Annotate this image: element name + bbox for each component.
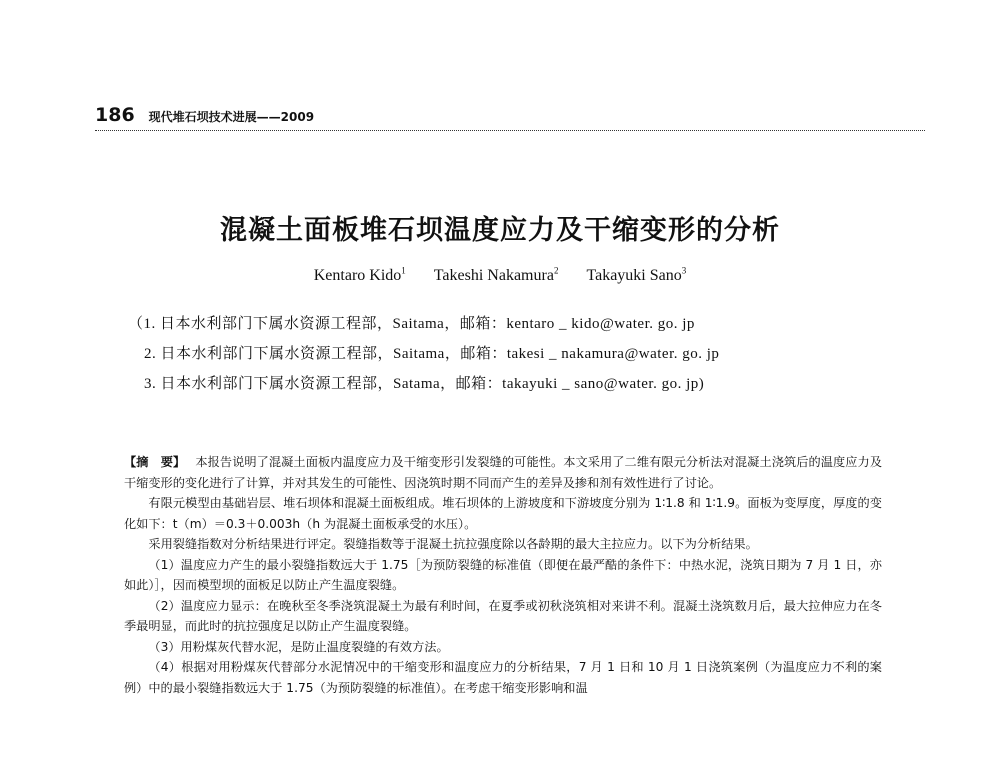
- abstract-text: 本报告说明了混凝土面板内温度应力及干缩变形引发裂缝的可能性。本文采用了二维有限元分析法对混凝土浇筑后的温度应力及干缩变形的变化进行了计算，并对其发生的可能性、因浇筑时期不同而产生的差异及掺和剂有效性进行了讨论。: [124, 455, 883, 490]
- paragraph: （1）温度应力产生的最小裂缝指数远大于 1.75［为预防裂缝的标准值（即便在最严酷的条件下：中热水泥，浇筑日期为 7 月 1 日，亦如此）］，因而模型坝的面板足以防止产生温度裂缝。: [124, 557, 882, 592]
- affiliation-3: 3. 日本水利部门下属水资源工程部，Satama，邮箱：takayuki _ sano@water. go. jp): [144, 376, 705, 392]
- paragraph: （3）用粉煤灰代替水泥，是防止温度裂缝的有效方法。: [148, 639, 449, 654]
- running-header: [95, 104, 925, 126]
- page-number: 186: [95, 104, 135, 126]
- paragraph: （4）根据对用粉煤灰代替部分水泥情况中的干缩变形和温度应力的分析结果，7 月 1 日和 10 月 1 日浇筑案例（为温度应力不利的案例）中的最小裂缝指数远大于 1.75（为预防裂缝的标准值）。在考虑干缩变形影响和温: [124, 660, 882, 695]
- paragraph: 有限元模型由基础岩层、堆石坝体和混凝土面板组成。堆石坝体的上游坡度和下游坡度分别为 1∶1.8 和 1∶1.9。面板为变厚度，厚度的变化如下：t（m）＝0.3＋0.003h（h 为混凝土面板承受的水压）。: [124, 496, 882, 531]
- header-rule: [95, 130, 925, 131]
- journal-title: 现代堆石坝技术进展——2009: [148, 110, 315, 124]
- affiliation-1: （1. 日本水利部门下属水资源工程部，Saitama，邮箱：kentaro _ kido@water. go. jp: [128, 316, 695, 332]
- paragraph: （2）温度应力显示：在晚秋至冬季浇筑混凝土为最有利时间，在夏季或初秋浇筑相对来讲不利。混凝土浇筑数月后，最大拉伸应力在冬季最明显，而此时的抗拉强度足以防止产生温度裂缝。: [124, 598, 882, 633]
- paper-body: [124, 452, 882, 698]
- author: Kentaro Kido$^1$: [313, 266, 406, 285]
- abstract: [124, 452, 882, 493]
- author: Takeshi Nakamura$^2$: [433, 266, 559, 285]
- paragraph: 采用裂缝指数对分析结果进行评定。裂缝指数等于混凝土抗拉强度除以各龄期的最大主拉应力。以下为分析结果。: [148, 537, 758, 551]
- affiliation-2: 2. 日本水利部门下属水资源工程部，Saitama，邮箱：takesi _ nakamura@water. go. jp: [144, 346, 720, 362]
- author-list: [0, 266, 1000, 285]
- paper-title: 混凝土面板堆石坝温度应力及干缩变形的分析: [220, 215, 780, 246]
- abstract-label: 【摘 要】: [124, 455, 186, 469]
- author: Takayuki Sano$^3$: [586, 266, 687, 285]
